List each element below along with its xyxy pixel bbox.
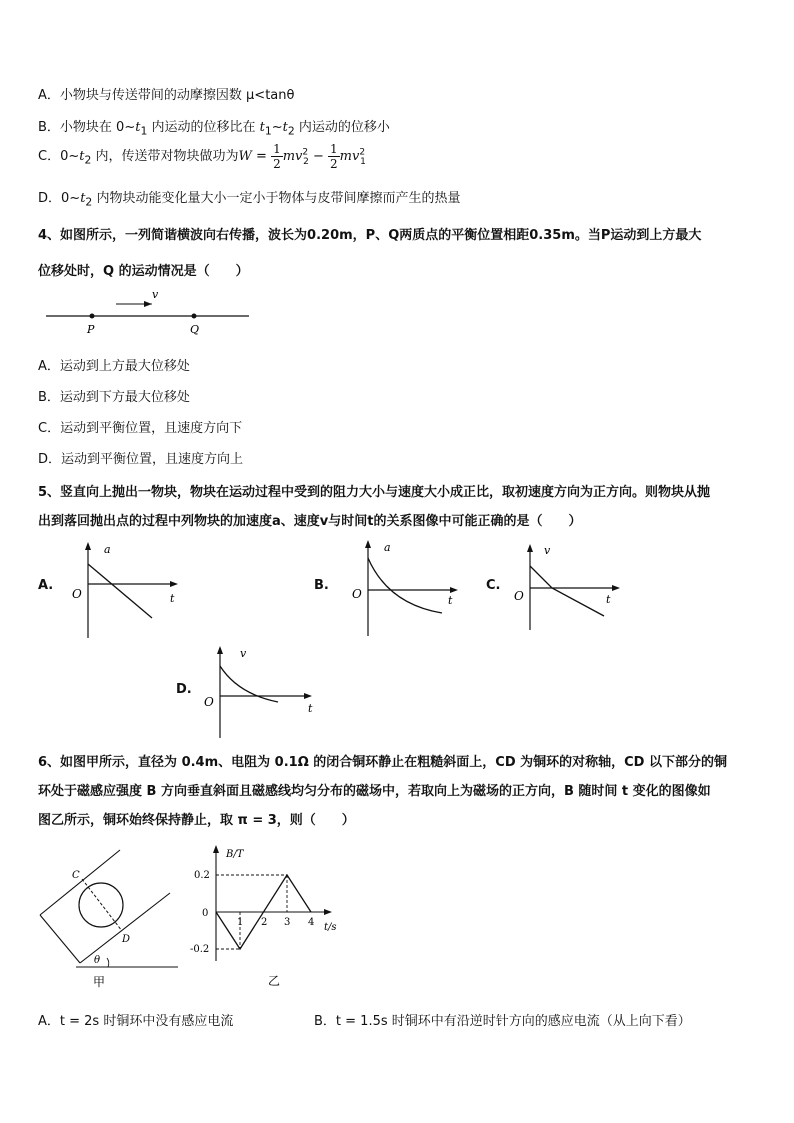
- q3-c-minus: −: [308, 149, 329, 164]
- q5-graph-a: [66, 540, 186, 640]
- q5-graph-a-curve: [88, 564, 152, 618]
- q6-yi-ytick-1: 0: [202, 908, 209, 919]
- q6-yi-ytick-0: 0.2: [194, 870, 210, 881]
- q3-c-prefix: C．0~: [38, 149, 80, 164]
- q5-graph-a-xlabel: t: [170, 592, 175, 605]
- q3-c-term1: mv: [282, 149, 303, 164]
- q5-graph-c-curve: [530, 566, 604, 616]
- q3-c-frac1: $\frac{1}{2}$: [273, 142, 281, 171]
- q6-label-theta: θ: [94, 955, 101, 966]
- q3-option-d: [38, 187, 460, 209]
- q3-b-mid: 内运动的位移比在: [147, 120, 260, 135]
- q5-graph-b-origin: O: [352, 587, 362, 601]
- q5-graph-b-xlabel: t: [448, 594, 453, 607]
- q6-label-c: C: [72, 870, 80, 881]
- q3-d-post: 内物块动能变化量大小一定小于物体与皮带间摩擦而产生的热量: [92, 191, 461, 206]
- q4-q-label: Q: [190, 323, 200, 336]
- q5-graph-d-ylabel: v: [240, 647, 247, 660]
- q3-c-sub: 2: [84, 153, 92, 167]
- q4-stem-line2: 位移处时，Q 的运动情况是（ ）: [38, 264, 249, 279]
- q5-stem-line2: 出到落回抛出点的过程中列物块的加速度a、速度v与时间t的关系图像中可能正确的是（ ）: [38, 514, 582, 529]
- q6-stem-line2: 环处于磁感应强度 B 方向垂直斜面且磁感线均匀分布的磁场中，若取向上为磁场的正方向，B 随时间 t 变化的图像如: [38, 784, 711, 799]
- q6-option-b: B．t = 1.5s 时铜环中有沿逆时针方向的感应电流（从上向下看）: [314, 1014, 691, 1029]
- q5-graph-d-origin: O: [204, 695, 214, 709]
- q3-c-term1-sup: 2: [302, 147, 309, 158]
- q5-graph-c-origin: O: [514, 589, 524, 603]
- q4-option-d: D．运动到平衡位置，且速度方向上: [38, 452, 244, 467]
- q6-caption-jia: 甲: [93, 975, 106, 989]
- q3-d-t: t: [80, 191, 86, 206]
- q3-c-term2-sub: 1: [360, 156, 366, 167]
- q5-graph-b-ylabel: a: [384, 541, 391, 554]
- q4-wave-figure: [44, 288, 254, 338]
- q5-graph-c: [508, 540, 628, 640]
- q5-label-c: C.: [486, 578, 501, 593]
- q4-point-p: [90, 314, 95, 319]
- q6-yi-xtick-1: 2: [261, 917, 268, 928]
- q3-b-tilde: ~: [271, 120, 283, 135]
- q3-d-prefix: D．0~: [38, 191, 81, 206]
- q3-c-eq: =: [251, 149, 272, 164]
- q3-c-term1-sub: 2: [303, 156, 309, 167]
- q3-option-c: [38, 142, 366, 171]
- q4-option-a: A．运动到上方最大位移处: [38, 359, 190, 374]
- q6-option-a: A．t = 2s 时铜环中没有感应电流: [38, 1014, 234, 1029]
- q3-c-frac2: $\frac{1}{2}$: [330, 142, 338, 171]
- q3-b-t1: t: [135, 120, 141, 135]
- q3-c-t: t: [79, 149, 85, 164]
- q5-label-a: A.: [38, 578, 54, 593]
- q5-graph-c-xlabel: t: [606, 593, 611, 606]
- q3-c-mid: 内，传送带对物块做功为: [91, 149, 239, 164]
- q3-option-a: A．小物块与传送带间的动摩擦因数 μ<tanθ: [38, 88, 295, 103]
- q5-graph-d-xlabel: t: [308, 702, 313, 715]
- q5-stem-line1: 5、竖直向上抛出一物块，物块在运动过程中受到的阻力大小与速度大小成正比，取初速度方向为正方向。则物块从抛: [38, 485, 711, 500]
- q4-p-label: P: [87, 323, 95, 336]
- q4-option-c: C．运动到平衡位置，且速度方向下: [38, 421, 243, 436]
- q6-yi-xtick-0: 1: [237, 917, 244, 928]
- q3-d-sub: 2: [85, 195, 93, 209]
- q6-yi-xtick-3: 4: [308, 917, 315, 928]
- q6-yi-xtick-2: 3: [284, 917, 291, 928]
- q6-caption-yi: 乙: [268, 974, 281, 988]
- q3-b-sub2: 2: [287, 124, 295, 138]
- q5-graph-b: [346, 538, 466, 638]
- q3-b-t1b: t: [259, 120, 265, 135]
- q4-v-label: v: [152, 288, 159, 301]
- q5-graph-a-ylabel: a: [104, 543, 111, 556]
- q6-yi-xlabel: t/s: [324, 922, 337, 933]
- q3-option-b: [38, 116, 390, 138]
- q6-stem-line1: 6、如图甲所示，直径为 0.4m、电阻为 0.1Ω 的闭合铜环静止在粗糙斜面上，CD 为铜环的对称轴，CD 以下部分的铜: [38, 755, 727, 770]
- q3-c-term2: mv: [339, 149, 360, 164]
- q5-label-d: D.: [176, 682, 192, 697]
- q6-yi-ytick-2: -0.2: [190, 944, 210, 955]
- q3-b-post: 内运动的位移小: [294, 120, 390, 135]
- q5-graph-b-curve: [368, 558, 442, 613]
- q6-yi-ylabel: B/T: [226, 849, 244, 860]
- q3-b-sub1: 1: [140, 124, 148, 138]
- q5-graph-d: [198, 644, 328, 740]
- q5-graph-a-origin: O: [72, 587, 82, 601]
- q6-copper-ring: [79, 883, 123, 927]
- q6-stem-line3: 图乙所示，铜环始终保持静止，取 π = 3，则（ ）: [38, 813, 355, 828]
- q4-point-q: [192, 314, 197, 319]
- q3-b-t2: t: [282, 120, 288, 135]
- q4-stem-line1: 4、如图所示，一列简谐横波向右传播，波长为0.20m，P、Q两质点的平衡位置相距0.35m。当P运动到上方最大: [38, 228, 702, 243]
- q6-figure-jia: [38, 845, 188, 991]
- q3-c-term2-sup: 2: [359, 147, 366, 158]
- q3-c-w: W: [238, 149, 252, 164]
- q4-option-b: B．运动到下方最大位移处: [38, 390, 190, 405]
- q5-graph-c-ylabel: v: [544, 544, 551, 557]
- q6-figure-yi: [190, 843, 350, 991]
- q5-label-b: B.: [314, 578, 329, 593]
- q6-label-d: D: [122, 934, 131, 945]
- q3-b-prefix: B．小物块在 0~: [38, 120, 136, 135]
- q3-b-sub1b: 1: [264, 124, 272, 138]
